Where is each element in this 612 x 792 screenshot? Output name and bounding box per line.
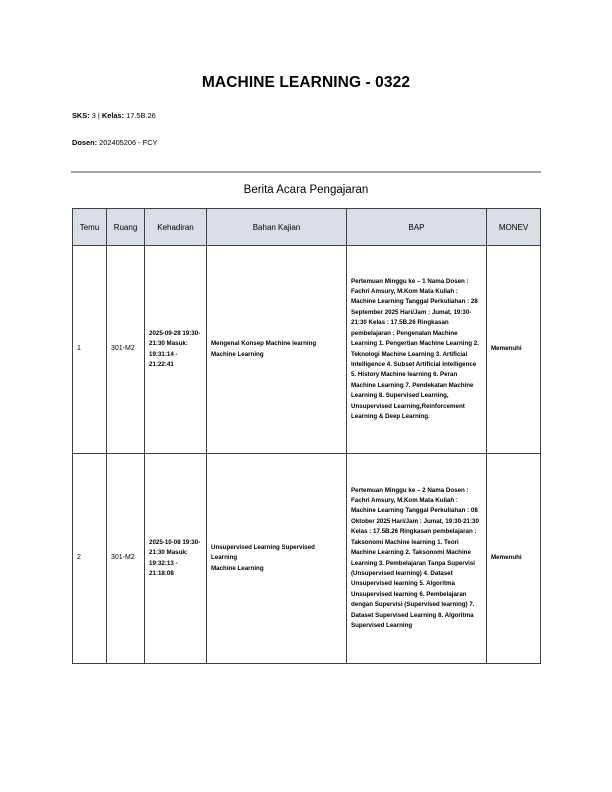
cell-kehadiran: 2025-09-28 19:30-21:30 Masuk: 19:31:14 - 21:22:41 (145, 246, 207, 454)
divider (71, 171, 541, 173)
kelas-label: Kelas: (101, 111, 125, 120)
cell-temu: 2 (73, 454, 107, 664)
cell-monev: Memenuhi (487, 246, 541, 454)
separator: | (97, 111, 100, 120)
kelas-value: 17.5B.26 (126, 111, 156, 120)
cell-bap: Pertemuan Minggu ke – 1 Nama Dosen : Fachri Amsury, M.Kom Mata Kuliah : Machine Learning Tanggal Perkuliahan : 28 September 2025 Hari/Jam : Jumat, 19:30-21:30 Kelas : 17.5B.26 Ringkasan pembelajaran : Pengenalan Machine Learning 1. Pengertian Machine Learning 2. Teknologi Machine Learning 3. Artificial Intelligence 4. Subset Artificial Intelligence 5. History Machine learning 6. Peran Machine Learning 7. Pendekatan Machine Learning 8. Supervised Learning, Unsupervised Learning,Reinforcement Learning & Deep Learning. (347, 246, 487, 454)
cell-bap: Pertemuan Minggu ke – 2 Nama Dosen : Fachri Amsury, M.Kom Mata Kuliah : Machine Learning Tanggal Perkuliahan : 08 Oktober 2025 Hari/Jam : Jumat, 19:30-21:30 Kelas : 17.5B.26 Ringkasan pembelajaran : Taksonomi Machine learning 1. Teori Machine Learning 2. Taksonomi Machine Learning 3. Pembelajaran Tanpa Supervisi (Unsupervised learning) 4. Dataset Unsupervised learning 5. Algoritma Unsupervised learning 6. Pembelajaran dengan Supervisi (Supervised learning) 7. Dataset Supervised Learning 8. Algoritma Supervised Learning (347, 454, 487, 664)
lecturer-info (72, 138, 157, 147)
cell-bahan-kajian (207, 454, 347, 664)
header-bap: BAP (347, 209, 487, 246)
table-row (73, 246, 541, 454)
bahan-kajian-course: Machine Learning (211, 564, 264, 572)
header-ruang: Ruang (107, 209, 145, 246)
course-info (72, 111, 156, 120)
header-temu: Temu (73, 209, 107, 246)
header-kehadiran: Kehadiran (145, 209, 207, 246)
cell-ruang: 301-M2 (107, 246, 145, 454)
header-bahan-kajian: Bahan Kajian (207, 209, 347, 246)
dosen-value: 202405206 - FCY (99, 138, 158, 147)
sks-value: 3 (91, 111, 96, 120)
table-row (73, 454, 541, 664)
dosen-label: Dosen: (72, 138, 98, 147)
cell-temu: 1 (73, 246, 107, 454)
bahan-kajian-topic: Mengenal Konsep Machine learning (211, 340, 317, 348)
bap-table (72, 208, 541, 664)
header-monev: MONEV (487, 209, 541, 246)
page-title: MACHINE LEARNING - 0322 (201, 74, 411, 91)
bahan-kajian-topic: Unsupervised Learning Supervised Learning (211, 543, 315, 562)
section-title: Berita Acara Pengajaran (243, 184, 369, 196)
bahan-kajian-course: Machine Learning (211, 350, 264, 358)
table-header-row (73, 209, 541, 246)
cell-bahan-kajian (207, 246, 347, 454)
cell-monev: Memenuhi (487, 454, 541, 664)
cell-kehadiran: 2025-10-08 19:30-21:30 Masuk: 19:32:13 - 21:18:08 (145, 454, 207, 664)
sks-label: SKS: (72, 111, 90, 120)
cell-ruang: 301-M2 (107, 454, 145, 664)
